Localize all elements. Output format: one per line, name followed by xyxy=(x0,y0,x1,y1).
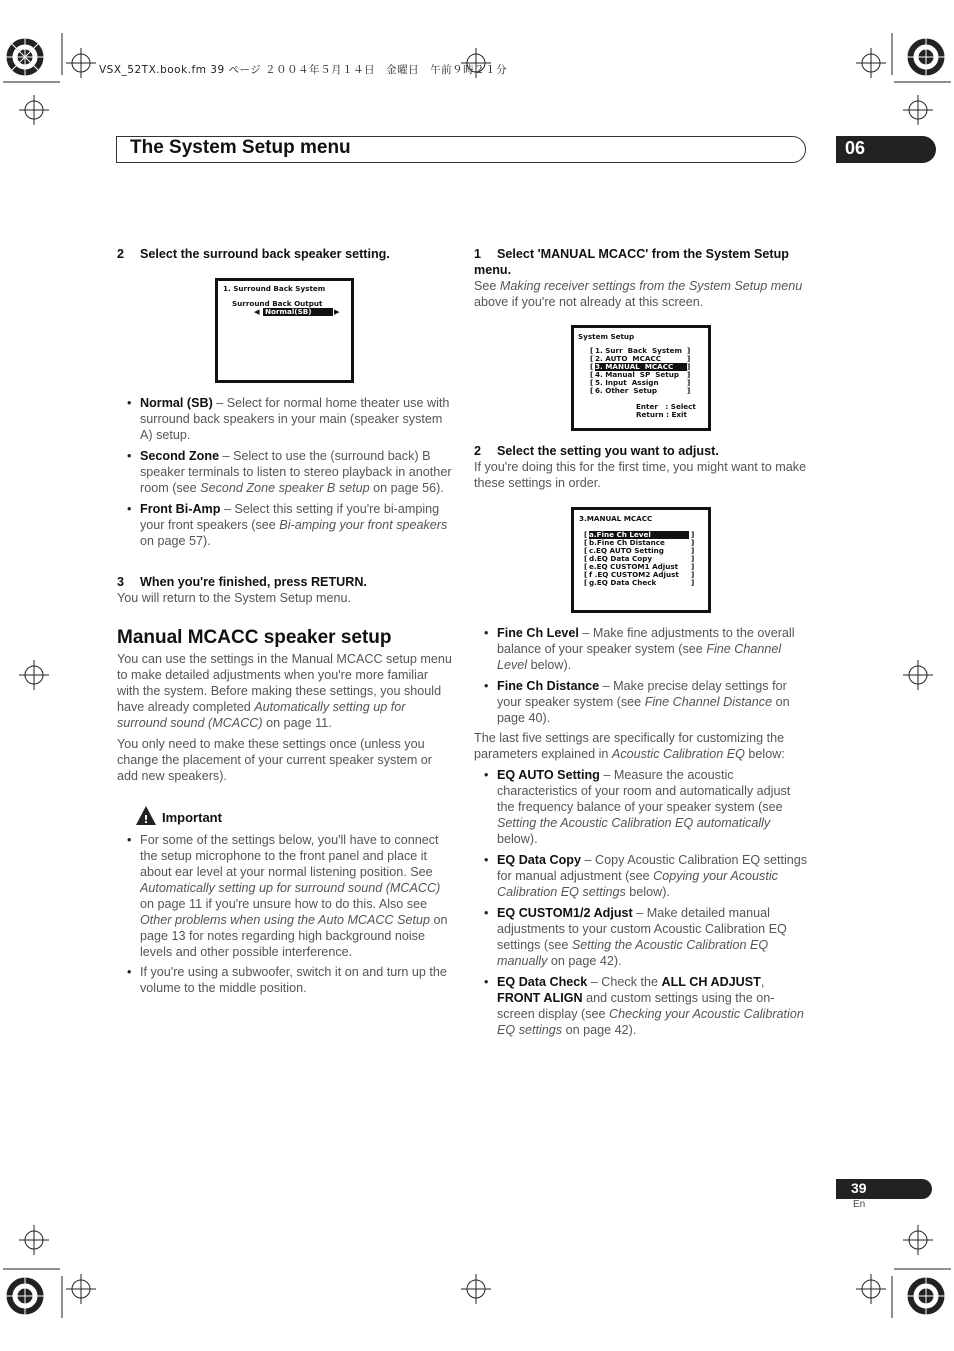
step-1-desc: See Making receiver settings from the System Setup menu above if you're not already at this screen. xyxy=(474,279,803,309)
list-item: • EQ Data Check – Check the ALL CH ADJUST, FRONT ALIGN and custom settings using the on-screen display (see Checking your Acoustic Calibration EQ settings on page 42). xyxy=(484,975,804,1037)
osd-menu-item: 2. AUTO MCACC xyxy=(595,354,661,363)
osd-title: System Setup xyxy=(578,332,635,341)
step-text: Select the setting you want to adjust. xyxy=(497,444,719,458)
osd-menu-item-selected: 3. MANUAL MCACC xyxy=(595,363,687,371)
osd-menu-item: 4. Manual SP Setup xyxy=(595,370,679,379)
step-number: 1 xyxy=(474,247,482,261)
step-2-right xyxy=(474,443,812,459)
osd-menu-list xyxy=(589,531,689,587)
list-item: • Normal (SB) – Select for normal home theater use with surround back speakers in your main (speaker system A) setup. xyxy=(127,396,450,442)
list-item: • EQ CUSTOM1/2 Adjust – Make detailed manual adjustments to your custom Acoustic Calibration EQ settings (see Setting the Acoustic Calibration EQ manually on page 42). xyxy=(484,906,787,968)
page-language: En xyxy=(853,1199,866,1210)
page-title: The System Setup menu xyxy=(130,137,351,158)
arrow-right-icon: ▶ xyxy=(334,307,340,316)
step-text: When you're finished, press RETURN. xyxy=(140,575,367,589)
osd-menu-item-selected: a.Fine Ch Level xyxy=(589,531,689,539)
step-1-right xyxy=(474,246,812,278)
osd-bracket-right: ] ] ] ] ] ] ] xyxy=(691,530,695,587)
osd-menu-item: d.EQ Data Copy xyxy=(589,554,653,563)
list-item: • Front Bi-Amp – Select this setting if you're bi-amping your front speakers (see Bi-amping your front speakers on page 57). xyxy=(127,502,448,548)
step-3-desc: You will return to the System Setup menu. xyxy=(117,591,352,605)
osd-hint-enter: Enter : Select xyxy=(636,402,696,411)
paragraph: You only need to make these settings once (unless you change the placement of your current speaker system or add new speakers). xyxy=(117,737,433,783)
osd-menu-item: 6. Other Setup xyxy=(595,386,658,395)
step-number: 2 xyxy=(474,444,482,458)
important-list xyxy=(127,832,452,996)
chapter-number: 06 xyxy=(845,138,866,158)
osd-screen-surround-back xyxy=(215,278,354,383)
svg-text:!: ! xyxy=(143,813,149,826)
osd-screen-manual-mcacc xyxy=(571,507,711,613)
paragraph: The last five settings are specifically for customizing the parameters explained in Acoustic Calibration EQ below: xyxy=(474,731,785,761)
step-text: Select the surround back speaker setting. xyxy=(140,247,390,261)
section-title: Manual MCACC speaker setup xyxy=(117,627,392,648)
osd-bracket-left: [ [ [ [ [ [ xyxy=(590,346,594,395)
osd-menu-item: f .EQ CUSTOM2 Adjust xyxy=(589,570,679,579)
osd-hint-return: Return : Exit xyxy=(636,410,687,419)
step-number: 3 xyxy=(117,575,125,589)
list-item: • For some of the settings below, you'll have to connect the setup microphone to the front panel and place it about ear level at your normal listening position. See Automatically setting up for surround sound (MCACC) on page 11 if you're unsure how to do this. Also see Other problems when using the Auto MCACC Setup on page 13 for notes regarding high background noise levels and other possible interference. xyxy=(127,833,448,959)
osd-menu-item: b.Fine Ch Distance xyxy=(589,538,665,547)
bullet-list-options xyxy=(127,395,452,549)
list-item: • Fine Ch Distance – Make precise delay settings for your speaker system (see Fine Channel Distance on page 40). xyxy=(484,679,790,725)
list-item: • Second Zone – Select to use the (surround back) B speaker terminals to listen to stereo playback in another room (see Second Zone speaker B setup on page 56). xyxy=(127,449,452,495)
osd-bracket-right: ] ] ] ] ] ] xyxy=(687,346,691,395)
osd-menu-item: e.EQ CUSTOM1 Adjust xyxy=(589,562,679,571)
osd-line: 1. Surround Back System xyxy=(223,284,326,293)
warning-icon xyxy=(135,805,157,827)
osd-screen-system-setup xyxy=(571,325,711,431)
osd-menu-list xyxy=(595,347,687,395)
step-text: Select 'MANUAL MCACC' from the System Setup menu. xyxy=(474,247,789,277)
step-2-left xyxy=(117,246,457,262)
osd-menu-item: g.EQ Data Check xyxy=(589,578,657,587)
step-number: 2 xyxy=(117,247,125,261)
osd-menu-item: 1. Surr Back System xyxy=(595,346,682,355)
osd-title: 3.MANUAL MCACC xyxy=(579,514,653,523)
page-number: 39 xyxy=(851,1180,867,1196)
list-item: • Fine Ch Level – Make fine adjustments to the overall balance of your speaker system (see Fine Channel Level below). xyxy=(484,626,795,672)
step-2-desc: If you're doing this for the first time, you might want to make these settings in order. xyxy=(474,460,807,490)
step-3-left xyxy=(117,574,457,590)
bullet-list-fine xyxy=(484,625,808,726)
arrow-left-icon: ◀ xyxy=(254,307,260,316)
file-header: VSX_52TX.book.fm 39 ページ ２００４年５月１４日 金曜日 午前９時２１分 xyxy=(99,64,508,76)
osd-menu-item: 5. Input Assign xyxy=(595,378,659,387)
paragraph: You can use the settings in the Manual MCACC setup menu to make detailed adjustments when you're more familiar with the system. Before making these settings, you should have already completed Automatically setting up for surround sound (MCACC) on page 11. xyxy=(117,652,452,730)
list-item: • If you're using a subwoofer, switch it on and turn up the volume to the middle position. xyxy=(127,965,447,995)
bullet-list-eq xyxy=(484,767,808,1038)
list-item: • EQ AUTO Setting – Measure the acoustic characteristics of your room and automatically adjust the frequency balance of your speaker system (see Setting the Acoustic Calibration EQ automatically below). xyxy=(484,768,791,846)
osd-menu-item: c.EQ AUTO Setting xyxy=(589,546,664,555)
important-title: Important xyxy=(162,810,222,825)
list-item: • EQ Data Copy – Copy Acoustic Calibration EQ settings for manual adjustment (see Copying your Acoustic Calibration EQ settings below). xyxy=(484,853,808,899)
osd-line: Surround Back Output xyxy=(232,299,323,308)
osd-selected-value: Normal(SB) xyxy=(263,308,333,316)
osd-bracket-left: [ [ [ [ [ [ [ xyxy=(584,530,588,587)
